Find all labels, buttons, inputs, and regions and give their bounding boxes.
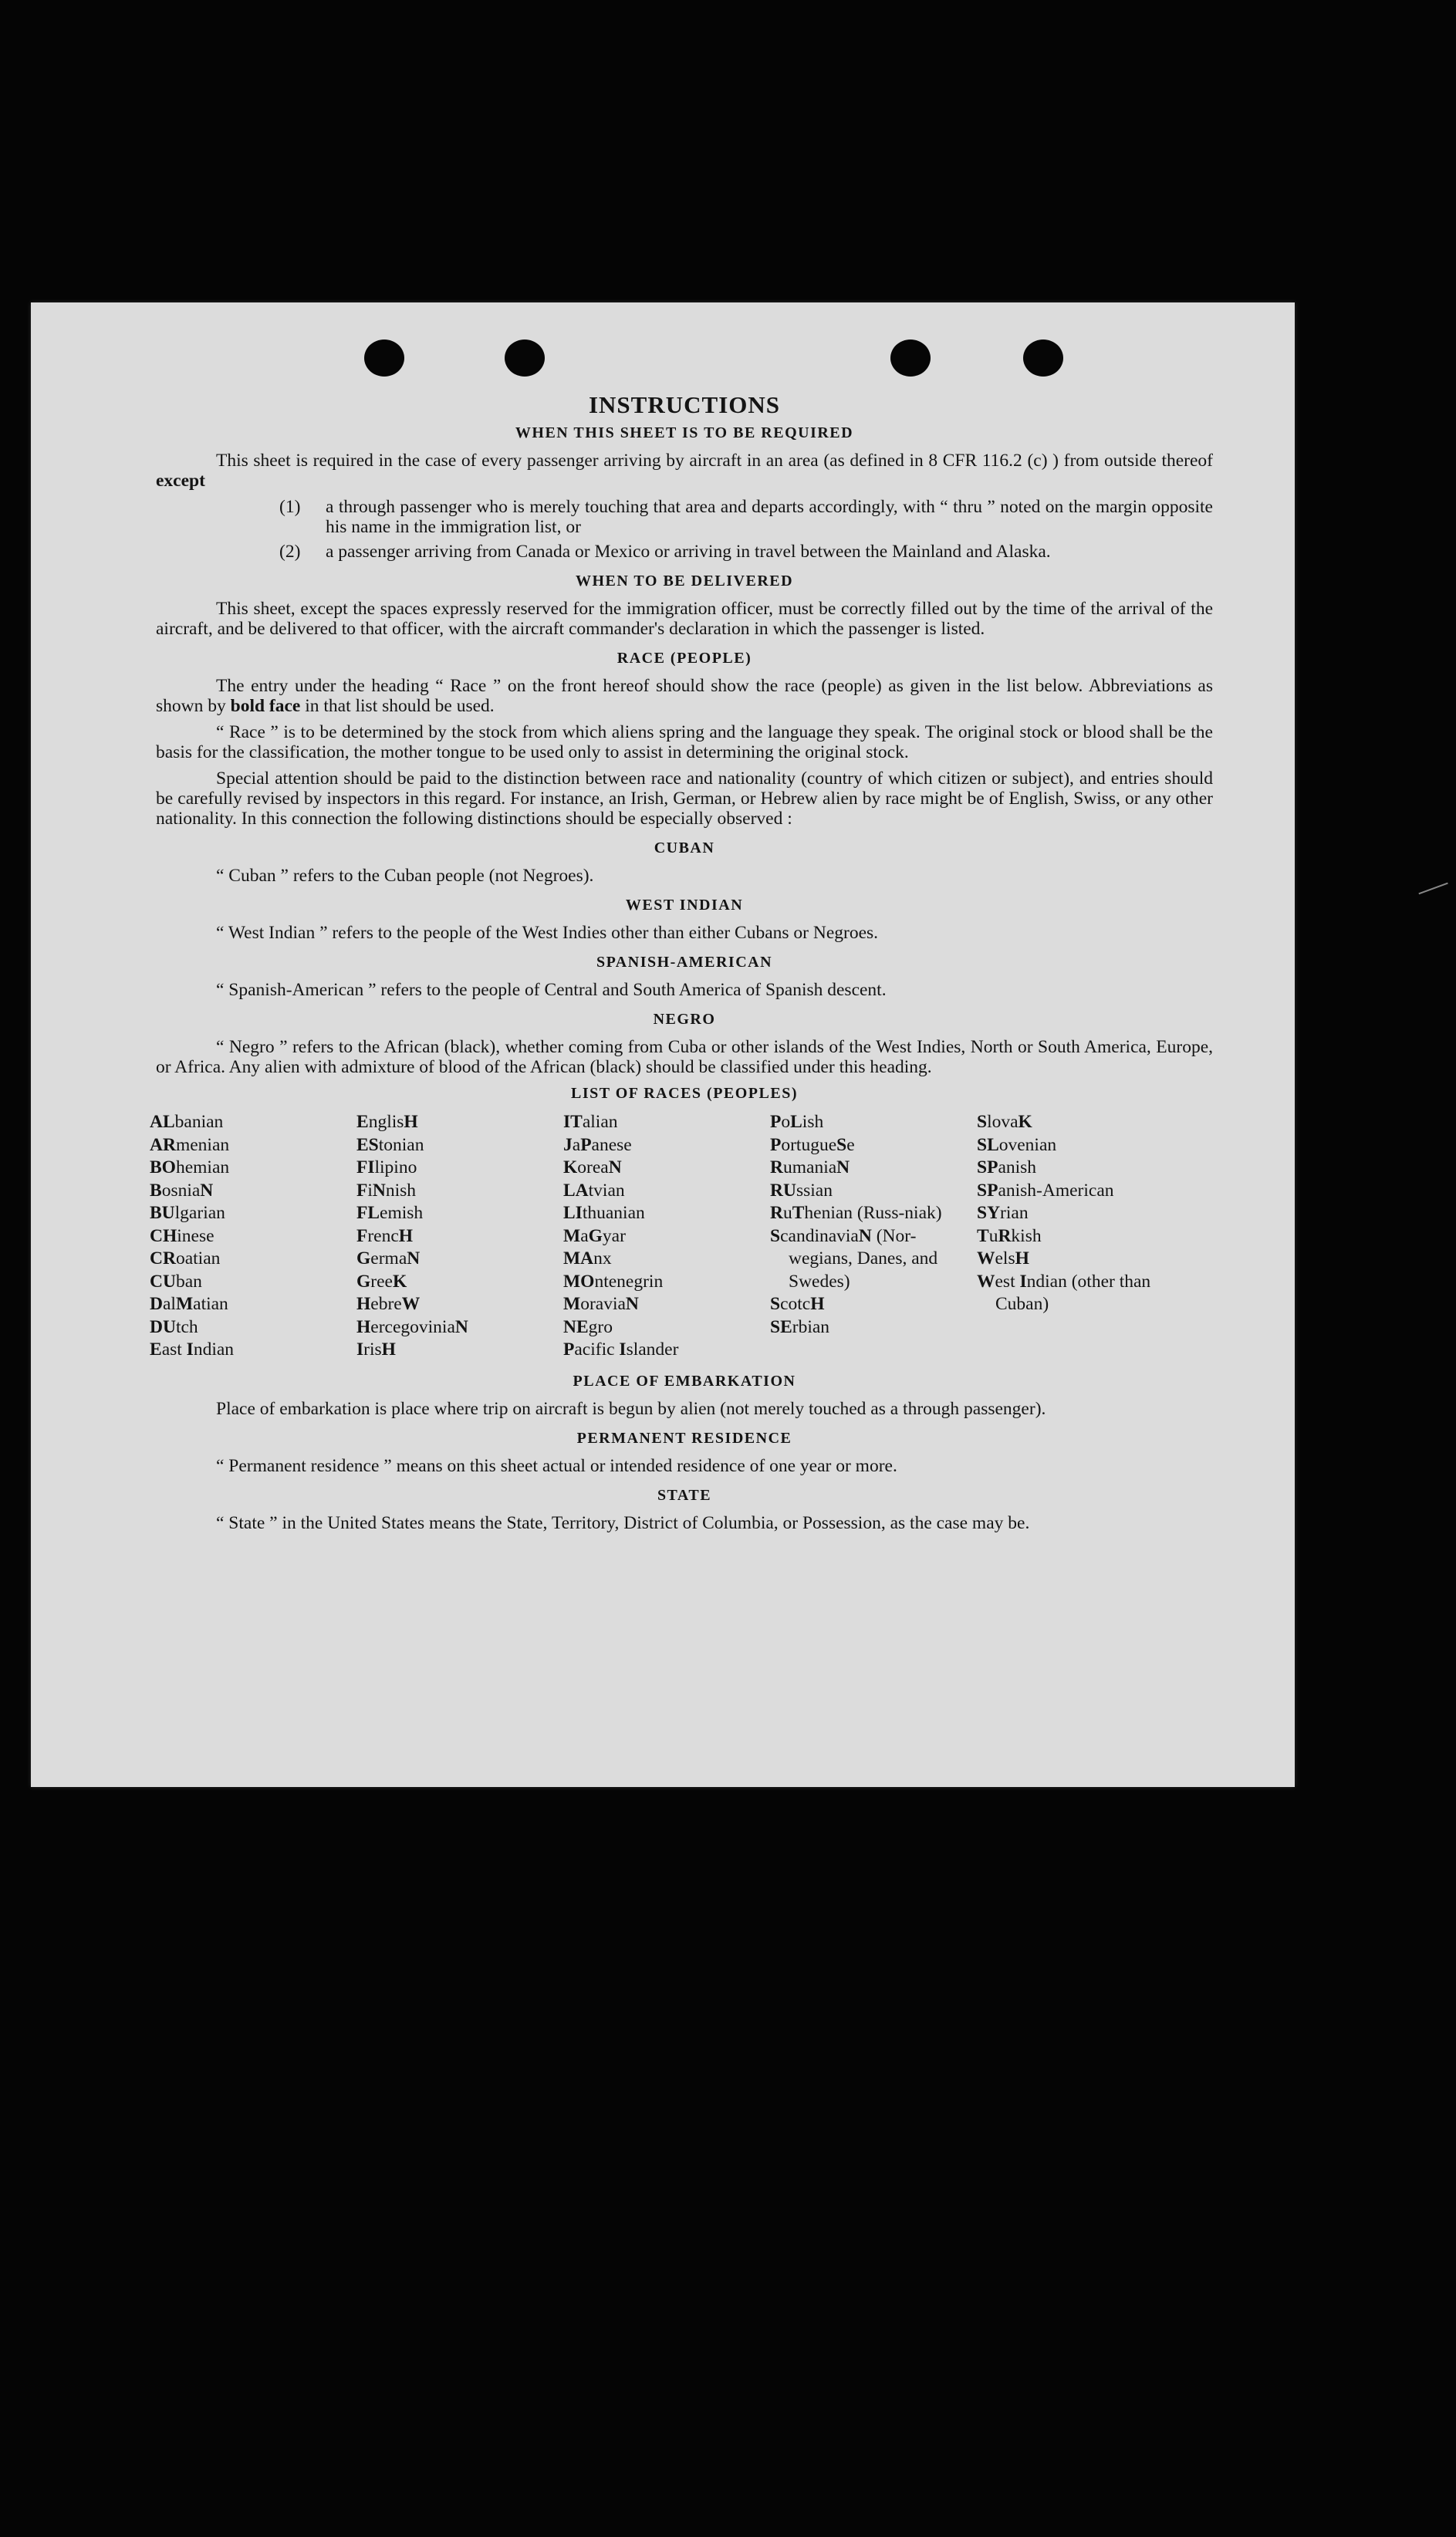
- race-entry: SLovenian: [977, 1134, 1057, 1155]
- race-entry: SPanish-American: [977, 1180, 1114, 1201]
- races-column: [356, 1111, 563, 1362]
- race-entry: SPanish: [977, 1157, 1037, 1177]
- race-entry: NEgro: [563, 1316, 613, 1337]
- heading-residence: PERMANENT RESIDENCE: [576, 1429, 792, 1447]
- race-entry: MOntenegrin: [563, 1271, 664, 1292]
- heading-when-required: WHEN THIS SHEET IS TO BE REQUIRED: [515, 424, 854, 441]
- sheet-content: [150, 391, 1213, 1539]
- state-text: “ State ” in the United States means the State, Territory, District of Columbia, or Possession, as the case may be.: [216, 1512, 1030, 1533]
- race-entry: RumaniaN: [770, 1157, 850, 1177]
- race-entry: CHinese: [150, 1225, 215, 1246]
- race-entry: LIthuanian: [563, 1203, 645, 1223]
- race-paragraph-3: Special attention should be paid to the distinction between race and nationality (country of which citizen or subject), and entries should be carefully revised by inspectors in this regard. For instance, an Irish, German, or Hebrew alien by race might be of English, Swiss, or any other nationality. In this connection the following distinctions should be especially observed :: [156, 769, 1213, 829]
- race-entry: ALbanian: [150, 1112, 224, 1132]
- punch-hole: [505, 340, 545, 377]
- exception-item: (2) a passenger arriving from Canada or Mexico or arriving in travel between the Mainland and Alaska.: [279, 542, 1051, 562]
- race-entry: ARmenian: [150, 1134, 230, 1155]
- punch-hole: [364, 340, 404, 377]
- heading-west-indian: WEST INDIAN: [625, 897, 744, 914]
- race-entry: DalMatian: [150, 1294, 228, 1314]
- punch-hole: [1023, 340, 1063, 377]
- race-entry: BOhemian: [150, 1157, 230, 1177]
- race-entry: RuThenian (Russ-niak): [770, 1203, 942, 1223]
- race-paragraph-2: “ Race ” is to be determined by the stock from which aliens spring and the language they speak. The original stock or blood shall be the basis for the classification, the mother tongue to be used only to assist in determining the original stock.: [156, 722, 1213, 762]
- race-entry: CRoatian: [150, 1248, 221, 1268]
- race-entry: MAnx: [563, 1248, 612, 1268]
- race-entry: EnglisH: [356, 1112, 418, 1132]
- race-entry: Pacific Islander: [563, 1339, 679, 1360]
- race-entry: DUtch: [150, 1316, 198, 1337]
- exception-item: (1) a through passenger who is merely touching that area and departs accordingly, with “ thru ” noted on the margin opposite his name in the immigration list, or: [279, 497, 1213, 537]
- cuban-text: “ Cuban ” refers to the Cuban people (not Negroes).: [216, 866, 594, 886]
- races-column: [770, 1111, 977, 1362]
- race-entry: SYrian: [977, 1203, 1029, 1223]
- race-entry: HercegoviniaN: [356, 1316, 468, 1337]
- race-entry: GreeK: [356, 1271, 407, 1292]
- negro-text: “ Negro ” refers to the African (black), whether coming from Cuba or other islands of the West Indies, North or South America, Europe, or Africa. Any alien with admixture of blood of the African (black) should be classified under this heading.: [156, 1037, 1213, 1077]
- heading-when-delivered: WHEN TO BE DELIVERED: [575, 573, 794, 589]
- race-entry: FrencH: [356, 1225, 414, 1246]
- race-entry: TuRkish: [977, 1225, 1042, 1246]
- punch-hole: [890, 340, 931, 377]
- race-entry: ITalian: [563, 1112, 618, 1132]
- race-entry: IrisH: [356, 1339, 396, 1360]
- race-entry: West Indian (other than Cuban): [977, 1271, 1151, 1314]
- race-entry: JaPanese: [563, 1134, 632, 1155]
- race-entry: BosniaN: [150, 1180, 214, 1201]
- race-entry: SErbian: [770, 1316, 830, 1337]
- heading-embarkation: PLACE OF EMBARKATION: [573, 1372, 796, 1390]
- race-entry: CUban: [150, 1271, 202, 1292]
- race-entry: WelsH: [977, 1248, 1029, 1268]
- races-list: [150, 1111, 1213, 1362]
- race-entry: RUssian: [770, 1180, 833, 1201]
- race-entry: PoLish: [770, 1112, 824, 1132]
- when-delivered-text: This sheet, except the spaces expressly reserved for the immigration officer, must be correctly filled out by the time of the arrival of the aircraft, and be delivered to that officer, with the aircraft commander's declaration in which the passenger is listed.: [156, 599, 1213, 639]
- embarkation-text: Place of embarkation is place where trip on aircraft is begun by alien (not merely touched as a through passenger).: [216, 1398, 1046, 1419]
- races-column: [150, 1111, 356, 1362]
- race-entry: EStonian: [356, 1134, 424, 1155]
- heading-negro: NEGRO: [653, 1011, 716, 1028]
- race-entry: ScotcH: [770, 1294, 825, 1314]
- race-entry: FLemish: [356, 1203, 424, 1223]
- race-paragraph-1: The entry under the heading “ Race ” on the front hereof should show the race (people) as given in the list below. Abbreviations as shown by bold face in that list should be used.: [156, 676, 1213, 716]
- race-entry: LAtvian: [563, 1180, 625, 1201]
- race-entry: FIlipino: [356, 1157, 417, 1177]
- races-column: [563, 1111, 770, 1362]
- race-entry: SlovaK: [977, 1112, 1032, 1132]
- race-entry: MoraviaN: [563, 1294, 639, 1314]
- race-entry: ScandinaviaN (Nor-wegians, Danes, and Swedes): [770, 1225, 938, 1292]
- race-entry: MaGyar: [563, 1225, 626, 1246]
- race-entry: KoreaN: [563, 1157, 622, 1177]
- heading-list-of-races: LIST OF RACES (PEOPLES): [570, 1085, 798, 1102]
- when-required-intro: This sheet is required in the case of every passenger arriving by aircraft in an area (as defined in 8 CFR 116.2 (c) ) from outside thereof except: [156, 451, 1213, 491]
- race-entry: BUlgarian: [150, 1203, 225, 1223]
- spanish-american-text: “ Spanish-American ” refers to the people of Central and South America of Spanish descent.: [216, 980, 887, 1000]
- residence-text: “ Permanent residence ” means on this sheet actual or intended residence of one year or more.: [216, 1455, 897, 1476]
- race-entry: GermaN: [356, 1248, 421, 1268]
- heading-race: RACE (PEOPLE): [617, 650, 752, 667]
- page-title: INSTRUCTIONS: [588, 391, 780, 418]
- scan-artifact-mark: [1418, 883, 1451, 905]
- heading-state: STATE: [657, 1486, 712, 1504]
- races-column: [977, 1111, 1184, 1362]
- race-entry: PortugueSe: [770, 1134, 855, 1155]
- race-entry: FiNnish: [356, 1180, 417, 1201]
- instruction-sheet: [31, 302, 1295, 1787]
- race-entry: HebreW: [356, 1294, 421, 1314]
- heading-spanish-american: SPANISH-AMERICAN: [596, 954, 773, 971]
- west-indian-text: “ West Indian ” refers to the people of the West Indies other than either Cubans or Negroes.: [216, 923, 879, 943]
- heading-cuban: CUBAN: [654, 839, 715, 856]
- race-entry: East Indian: [150, 1339, 235, 1360]
